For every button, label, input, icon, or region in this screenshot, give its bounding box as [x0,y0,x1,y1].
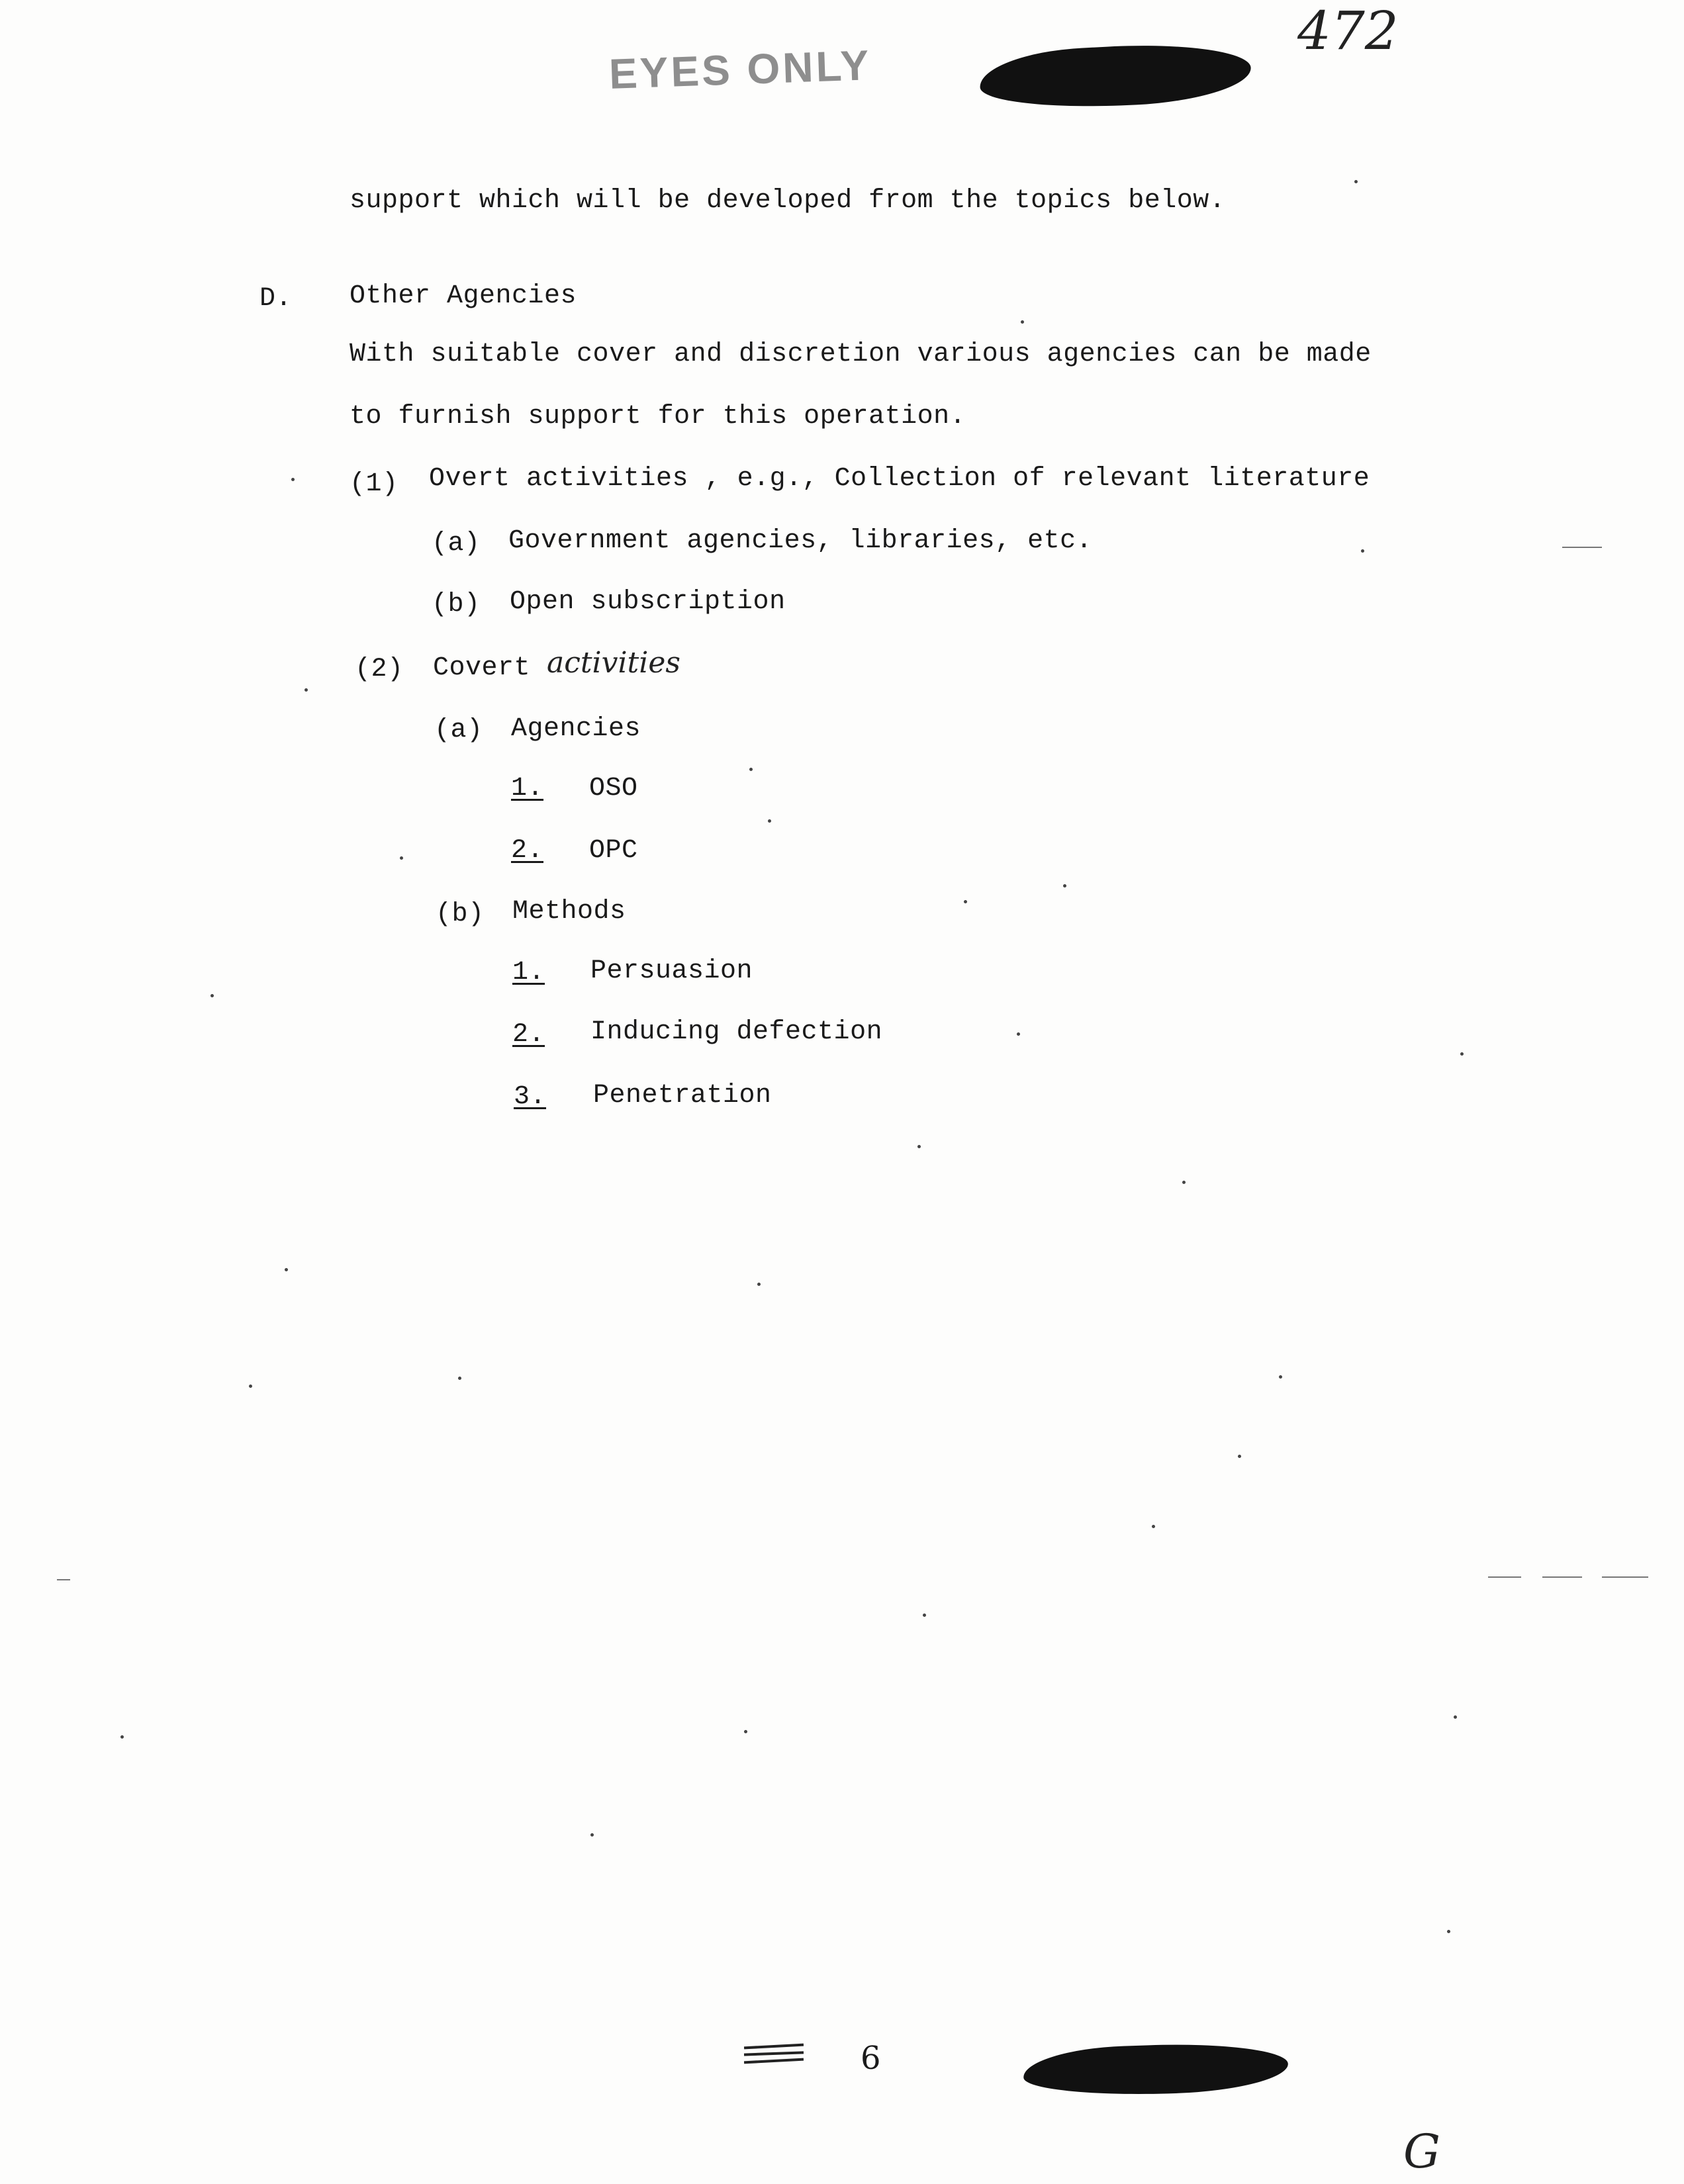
item-2b-2-number: 2. [512,1020,545,1050]
item-1b-text: Open subscription [510,587,786,617]
item-1a-number: (a) [432,529,481,559]
item-1-number: (1) [350,469,398,499]
item-2-number: (2) [355,655,404,684]
item-2a-2-number: 2. [511,836,544,866]
item-2b-text: Methods [512,897,626,927]
item-2b-3-number: 3. [514,1082,547,1112]
item-2b-2-text: Inducing defection [590,1017,883,1047]
intro-line-2: to furnish support for this operation. [350,402,966,432]
eyes-only-stamp: EYES ONLY [608,41,872,98]
section-letter: D. [259,284,293,314]
item-2b-number: (b) [436,899,485,929]
section-title: Other Agencies [350,281,577,311]
item-1-text: Overt activities , e.g., Collection of relevant literature [429,464,1370,494]
page-number: 6 [861,2040,882,2077]
item-2b-1-text: Persuasion [590,956,753,986]
handwritten-page-number: 472 [1297,0,1399,62]
item-1a-text: Government agencies, libraries, etc. [508,526,1093,556]
item-2a-1-number: 1. [511,774,544,803]
item-2a-2-text: OPC [589,836,638,866]
continuation-text: support which will be developed from the topics below. [350,186,1226,216]
intro-line-1: With suitable cover and discretion various agencies can be made [350,340,1372,369]
footer-strike-mark [744,2045,804,2062]
item-1b-number: (b) [432,590,481,619]
item-2b-3-text: Penetration [593,1081,772,1111]
corner-handwritten-mark: G [1403,2124,1440,2179]
item-2a-number: (a) [434,715,483,745]
handwritten-annotation: activities [547,646,680,680]
redaction-mark-bottom [1023,2040,1289,2099]
item-2a-text: Agencies [511,714,641,744]
item-2b-1-number: 1. [512,958,545,987]
item-2-text: Covert [433,653,531,683]
item-2a-1-text: OSO [589,774,638,803]
redaction-mark-top [978,39,1252,113]
